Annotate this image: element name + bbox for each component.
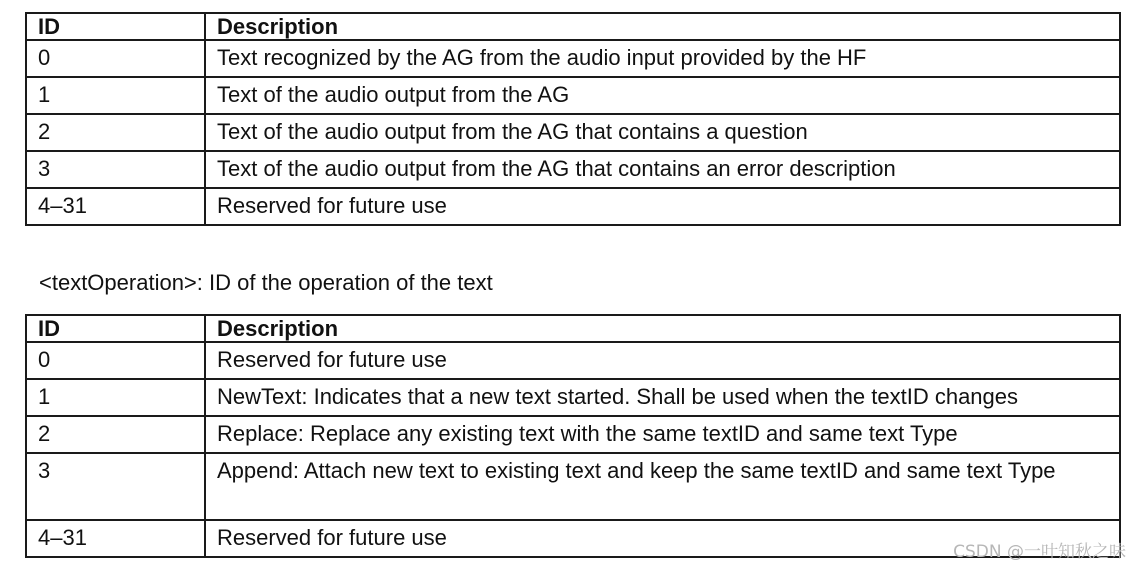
id-cell: 0 [26, 40, 205, 77]
description-cell: Reserved for future use [205, 342, 1120, 379]
id-cell: 3 [26, 151, 205, 188]
table-row [26, 151, 1120, 188]
table-row [26, 188, 1120, 225]
table-row [26, 114, 1120, 151]
description-cell: Text of the audio output from the AG that contains an error description [205, 151, 1120, 188]
watermark: CSDN @一叶知秋之味 [953, 542, 1126, 562]
description-cell: NewText: Indicates that a new text started. Shall be used when the textID changes [205, 379, 1120, 416]
table-row [26, 379, 1120, 416]
table-row [26, 77, 1120, 114]
id-cell: 4–31 [26, 188, 205, 225]
text-operation-caption: <textOperation>: ID of the operation of the text [39, 270, 493, 295]
id-cell: 4–31 [26, 520, 205, 557]
table-row [26, 453, 1120, 520]
id-cell: 3 [26, 453, 205, 520]
description-cell: Append: Attach new text to existing text and keep the same textID and same text Type [205, 453, 1120, 520]
column-header-description: Description [205, 13, 1120, 40]
description-cell: Replace: Replace any existing text with the same textID and same text Type [205, 416, 1120, 453]
table-row [26, 40, 1120, 77]
id-cell: 1 [26, 77, 205, 114]
id-cell: 2 [26, 416, 205, 453]
table-row [26, 342, 1120, 379]
description-cell: Text recognized by the AG from the audio input provided by the HF [205, 40, 1120, 77]
column-header-id: ID [26, 315, 205, 342]
id-cell: 1 [26, 379, 205, 416]
description-cell: Reserved for future use [205, 520, 1120, 557]
table-header-row [26, 315, 1120, 342]
description-cell: Text of the audio output from the AG that contains a question [205, 114, 1120, 151]
description-cell: Reserved for future use [205, 188, 1120, 225]
column-header-id: ID [26, 13, 205, 40]
column-header-description: Description [205, 315, 1120, 342]
table-row [26, 416, 1120, 453]
table-header-row [26, 13, 1120, 40]
id-cell: 0 [26, 342, 205, 379]
description-cell: Text of the audio output from the AG [205, 77, 1120, 114]
id-cell: 2 [26, 114, 205, 151]
text-type-table [25, 12, 1121, 226]
text-operation-table [25, 314, 1121, 558]
